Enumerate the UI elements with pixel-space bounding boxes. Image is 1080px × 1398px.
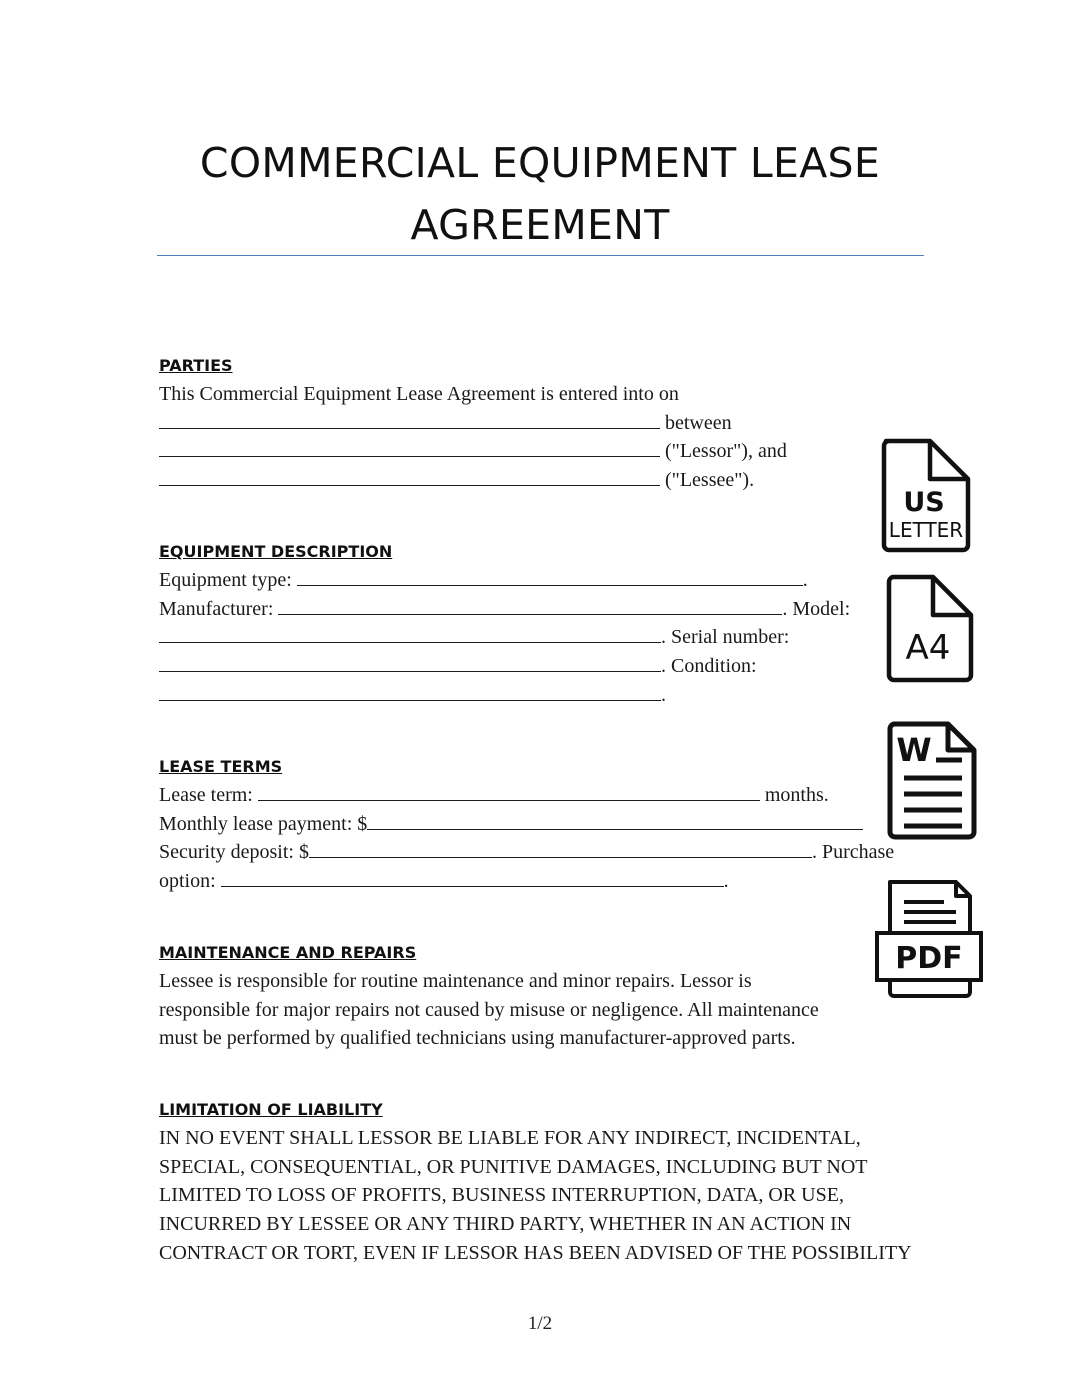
parties-intro: This Commercial Equipment Lease Agreement is entered into on [159,383,679,405]
a4-label: A4 [905,628,951,668]
maintenance-line-3: must be performed by qualified technicians using manufacturer-approved parts. [159,1027,796,1050]
condition-blank[interactable] [159,683,661,701]
purchase-label: . Purchase [811,841,895,864]
manufacturer-label: Manufacturer: [159,597,279,620]
liability-line-5: CONTRACT OR TORT, EVEN IF LESSOR HAS BEEN ADVISED OF THE POSSIBILITY [159,1241,912,1264]
parties-lessor-line [159,437,787,466]
lease-term-line [159,781,894,810]
lessor-blank[interactable] [159,439,660,457]
monthly-payment-line [159,810,894,839]
between-text: between [660,411,732,434]
security-deposit-label: Security deposit: $ [159,841,309,864]
condition-line [159,681,850,710]
us-letter-icon[interactable] [880,437,972,553]
title-divider [157,255,924,256]
equipment-type-line [159,566,850,595]
lessee-blank[interactable] [159,468,660,486]
maintenance-line-2: responsible for major repairs not caused by misuse or negligence. All maintenance [159,998,819,1021]
monthly-payment-blank[interactable] [367,812,863,830]
equipment-heading: EQUIPMENT DESCRIPTION [159,542,393,561]
purchase-option-line [159,867,894,896]
maintenance-section [159,939,819,1053]
model-line [159,623,850,652]
page-number: 1/2 [527,1313,553,1334]
lessor-text: ("Lessor"), and [660,440,787,463]
purchase-option-blank[interactable] [221,869,724,887]
parties-section [159,352,787,495]
equipment-type-blank[interactable] [297,568,803,586]
parties-date-line [159,409,787,438]
date-blank[interactable] [159,411,660,429]
liability-section [159,1096,912,1268]
equipment-type-label: Equipment type: [159,569,297,591]
period: . [661,683,666,706]
parties-heading: PARTIES [159,356,233,375]
serial-line [159,652,850,681]
serial-blank[interactable] [159,654,661,672]
liability-line-2: SPECIAL, CONSEQUENTIAL, OR PUNITIVE DAMAGES, INCLUDING BUT NOT [159,1155,868,1178]
liability-line-4: INCURRED BY LESSEE OR ANY THIRD PARTY, WHETHER IN AN ACTION IN [159,1213,852,1236]
parties-lessee-line [159,466,787,495]
serial-label: . Serial number: [661,626,790,649]
lease-terms-heading: LEASE TERMS [159,757,283,776]
pdf-icon[interactable] [874,878,986,1000]
lease-term-blank[interactable] [258,783,760,801]
word-label: W [896,731,932,769]
pdf-label: PDF [895,941,963,976]
security-deposit-blank[interactable] [309,840,812,858]
condition-label: . Condition: [661,655,757,678]
liability-line-1: IN NO EVENT SHALL LESSOR BE LIABLE FOR ANY INDIRECT, INCIDENTAL, [159,1127,861,1149]
us-letter-label-bottom: LETTER [888,518,964,542]
title-line-1: COMMERCIAL EQUIPMENT LEASE [199,139,881,187]
period: . [802,569,808,591]
period: . [723,870,729,893]
title-line-2: AGREEMENT [410,201,670,249]
manufacturer-line [159,595,850,624]
maintenance-heading: MAINTENANCE AND REPAIRS [159,943,417,962]
months-text: months. [759,784,829,806]
a4-icon[interactable] [885,573,975,685]
word-document-icon[interactable] [886,720,978,844]
maintenance-line-1: Lessee is responsible for routine maintenance and minor repairs. Lessor is [159,970,752,992]
model-label: . Model: [782,597,851,620]
security-deposit-line [159,838,894,867]
liability-heading: LIMITATION OF LIABILITY [159,1100,383,1119]
option-label: option: [159,870,221,893]
monthly-payment-label: Monthly lease payment: $ [159,812,368,835]
us-letter-label-top: US [903,487,945,518]
lease-terms-section [159,753,894,896]
equipment-section [159,538,850,710]
lease-term-label: Lease term: [159,784,258,806]
model-blank[interactable] [159,625,661,643]
manufacturer-blank[interactable] [278,597,782,615]
document-title [140,132,940,256]
liability-line-3: LIMITED TO LOSS OF PROFITS, BUSINESS INTERRUPTION, DATA, OR USE, [159,1184,844,1207]
lessee-text: ("Lessee"). [660,469,755,492]
